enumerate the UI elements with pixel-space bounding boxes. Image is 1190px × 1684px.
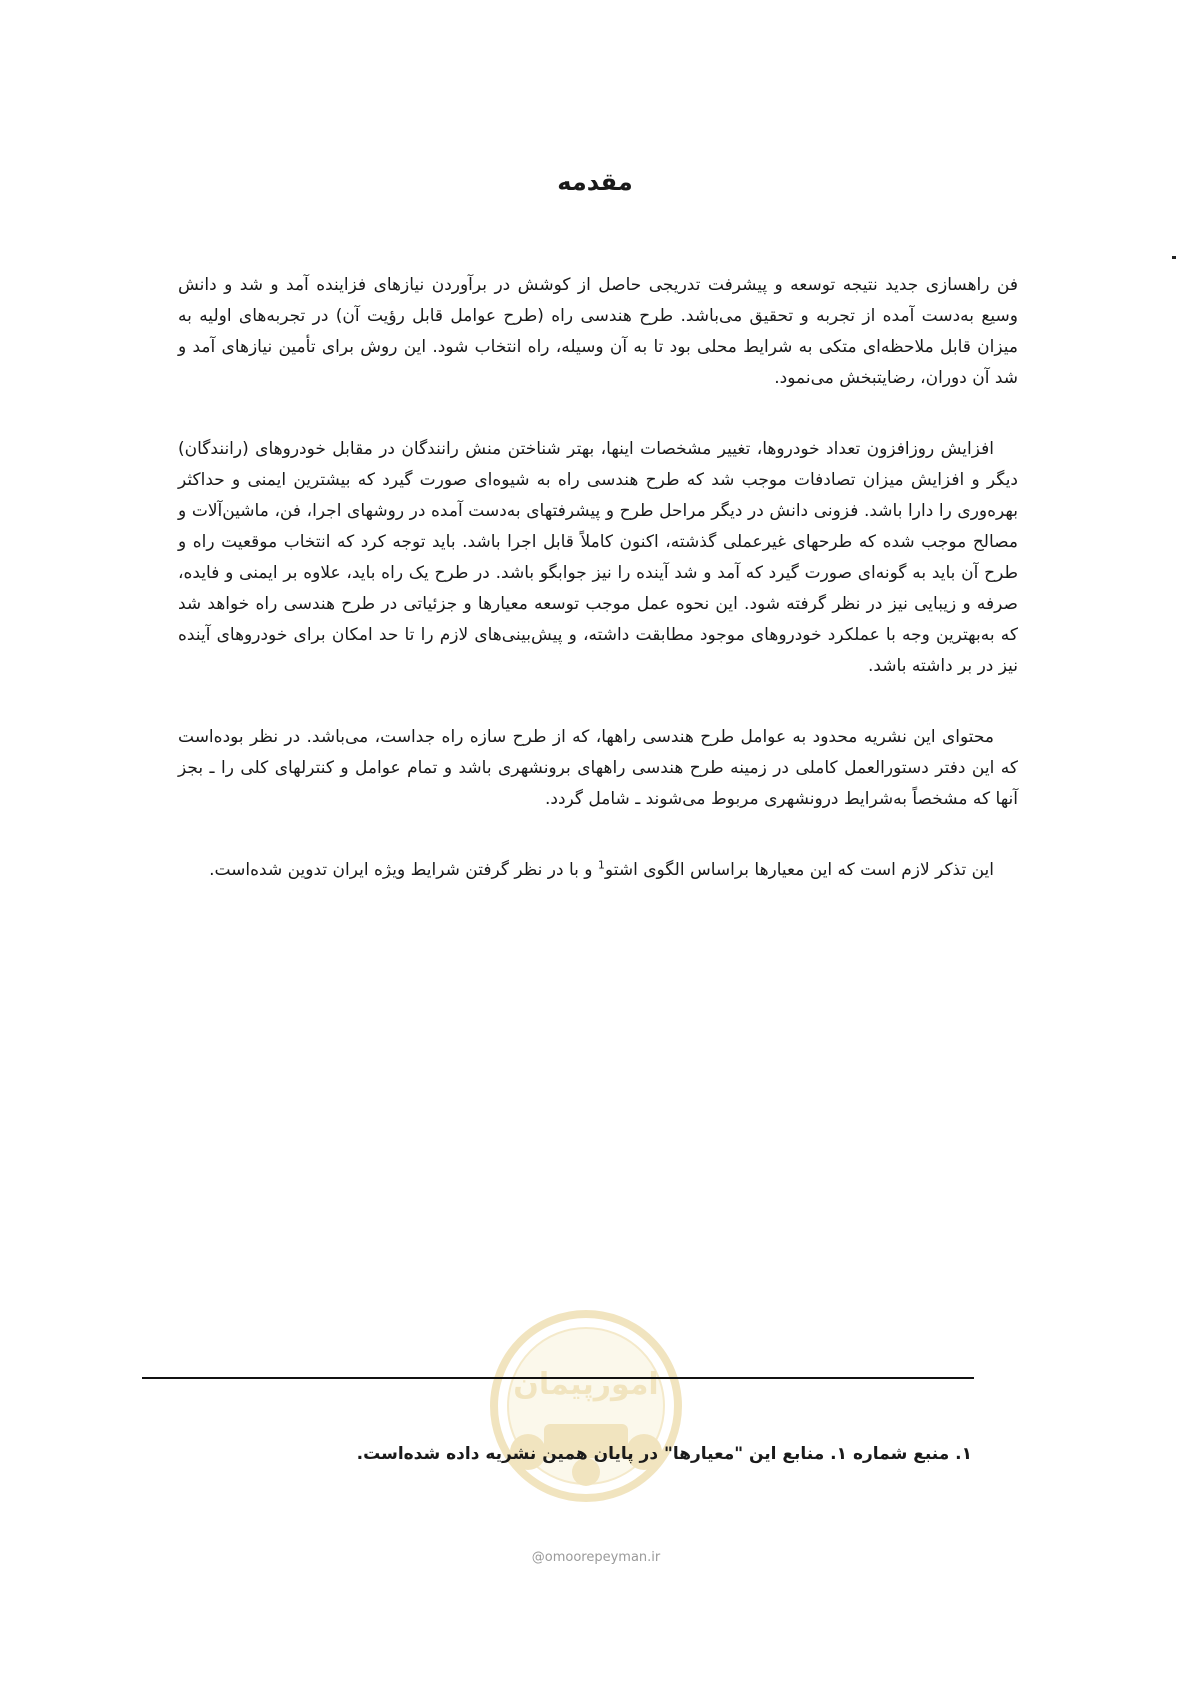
paragraph-4 — [178, 855, 1018, 886]
watermark-logo-text: امورپیمان — [513, 1367, 659, 1402]
paragraph-4-text: این تذکر لازم است که این معیارها براساس الگوی اشتو — [604, 860, 994, 880]
body-text — [178, 270, 1018, 926]
paragraph-1: فن راهسازی جدید نتیجه توسعه و پیشرفت تدریجی حاصل از کوشش در برآوردن نیازهای فزاینده آمد و شد و دانش وسیع به‌دست آمده از تجربه و تحقیق می‌باشد. طرح هندسی راه (طرح عوامل قابل رؤیت آن) در تجربه‌های اولیه به میزان قابل ملاحظه‌ای متکی به شرایط محلی بود تا به آن وسیله، راه انتخاب شود. این روش برای تأمین نیازهای آمد و شد آن دوران، رضایتبخش می‌نمود. — [178, 275, 1018, 388]
footnote-divider — [142, 1377, 974, 1379]
paragraph-3: محتوای این نشریه محدود به عوامل طرح هندسی راهها، که از طرح سازه راه جداست، می‌باشد. در نظر بوده‌است که این دفتر دستورالعمل کاملی در زمینه طرح هندسی راههای برونشهری باشد و تمام عوامل و کنترلهای کلی را ـ بجز آنها که مشخصاً به‌شرایط درونشهری مربوط می‌شوند ـ شامل گردد. — [178, 727, 1018, 809]
footnote-reference: 1 — [597, 858, 605, 872]
footnote: ۱. منبع شماره ۱. منابع این "معیارها" در پایان همین نشریه داده شده‌است. — [356, 1444, 972, 1464]
paragraph-4-text-end: و با در نظر گرفتن شرایط ویژه ایران تدوین شده‌است. — [209, 860, 598, 880]
paragraph-2: افزایش روزافزون تعداد خودروها، تغییر مشخصات اینها، بهتر شناختن منش رانندگان در مقابل خودروهای (رانندگان) دیگر و افزایش میزان تصادفات موجب شد که طرح هندسی راه به شیوه‌ای صورت گیرد که بیشترین ایمنی و حداکثر بهره‌وری را دارا باشد. فزونی دانش در دیگر مراحل طرح و پیشرفتهای به‌دست آمده در روشهای اجرا، فن، ماشین‌آلات و مصالح موجب شده که طرحهای غیرعملی گذشته، اکنون کاملاً قابل اجرا باشد. باید توجه کرد که انتخاب موقعیت راه و طرح آن باید به گونه‌ای صورت گیرد که آمد و شد آینده را نیز جوابگو باشد. در طرح یک راه باید، علاوه بر ایمنی و فایده، صرفه و زیبایی نیز در نظر گرفته شود. این نحوه عمل موجب توسعه معیارها و جزئیاتی در طرح هندسی راه خواهد شد که به‌بهترین وجه با عملکرد خودروهای موجود مطابقت داشته، و پیش‌بینی‌های لازم را تا حد امکان برای خودروهای آینده نیز در بر داشته باشد. — [178, 439, 1018, 676]
page-title: مقدمه — [557, 168, 633, 196]
scan-speck — [1172, 256, 1176, 259]
watermark-logo — [486, 1306, 686, 1506]
watermark-site: @omoorepeyman.ir — [531, 1550, 661, 1565]
